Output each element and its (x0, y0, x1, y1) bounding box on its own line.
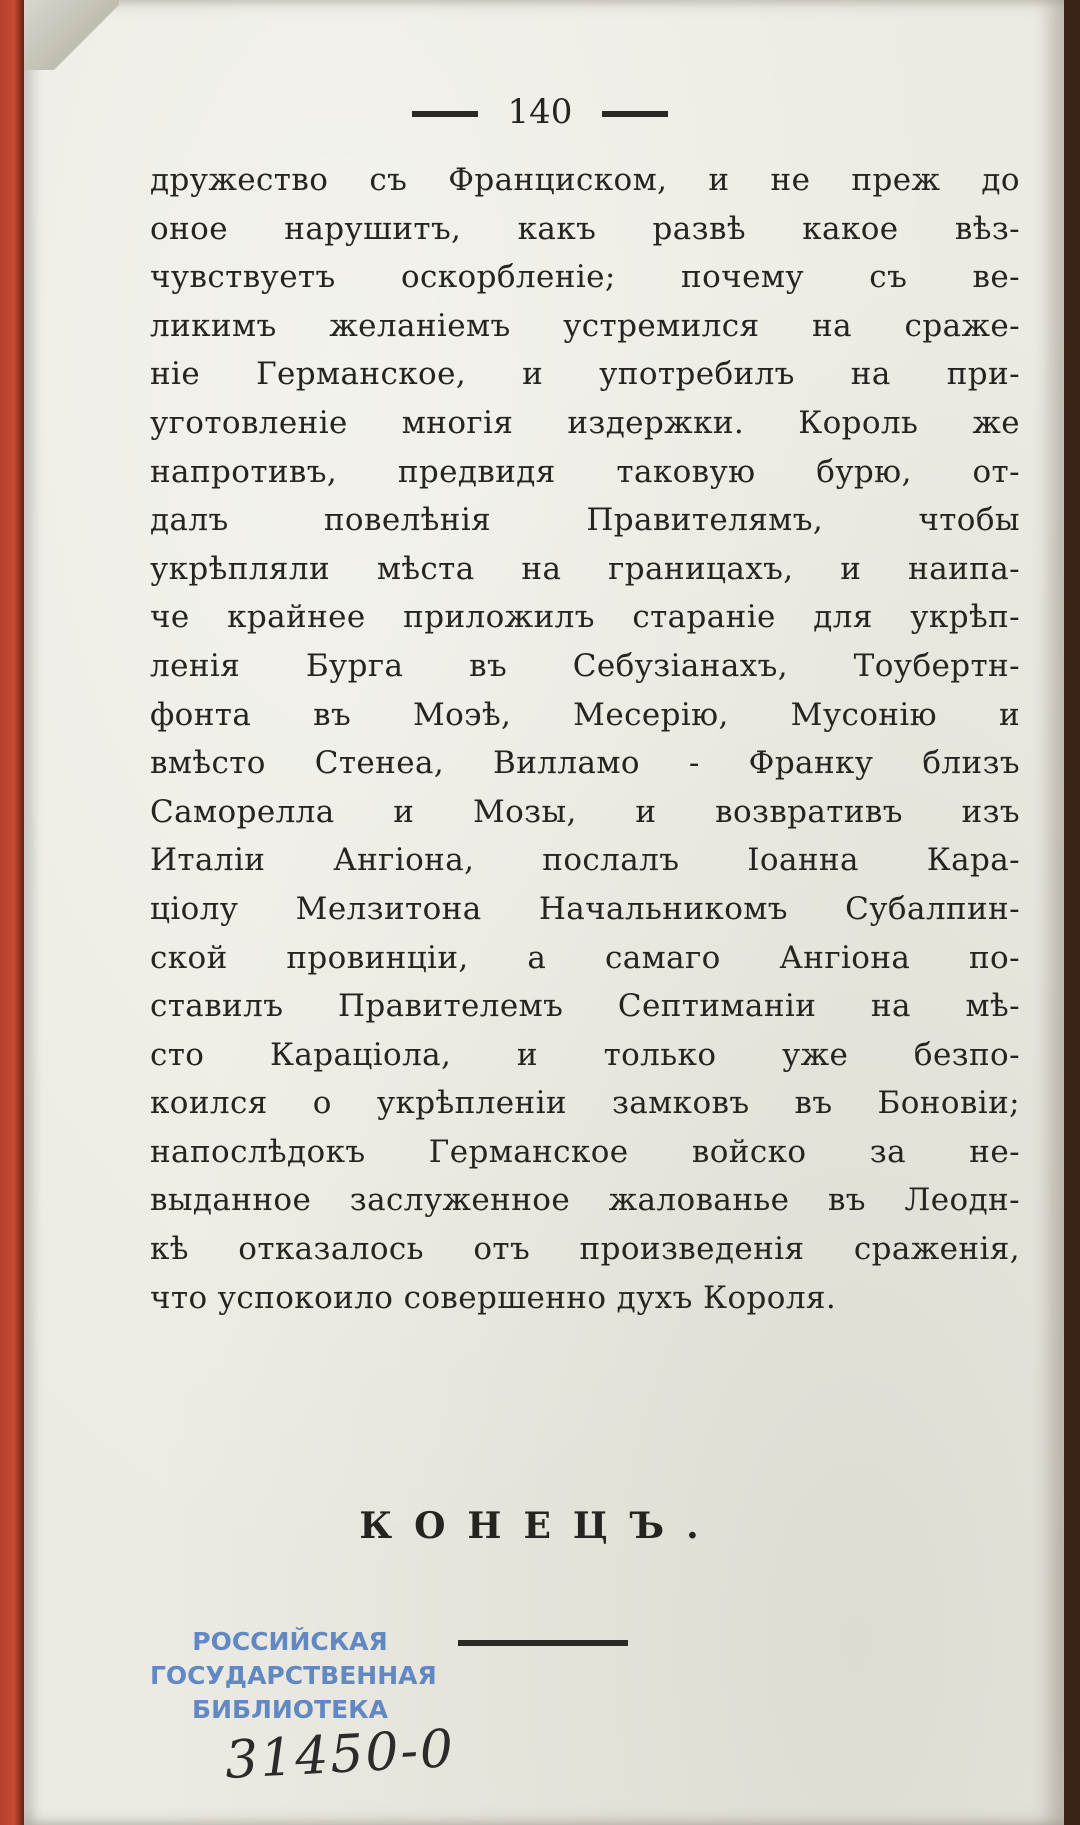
text-line: ціолу Мелзитона Начальникомъ Субалпин- (150, 890, 1020, 927)
text-line: напротивъ, предвидя таковую бурю, от- (150, 453, 1020, 490)
text-line: ской провинціи, а самаго Ангіона по- (150, 939, 1020, 976)
text-line: коился о укрѣпленіи замковъ въ Боновіи; (150, 1085, 1020, 1122)
stamp-line-3: БИБЛИОТЕКА (192, 1695, 388, 1724)
text-line: чувствуетъ оскорбленіе; почему съ ве- (150, 259, 1020, 296)
text-line: оное нарушитъ, какъ развѣ какое вѣз- (150, 210, 1020, 247)
header-dash-right (602, 111, 668, 117)
text-line: Саморелла и Мозы, и возвративъ изъ (150, 793, 1020, 830)
ending-word: КОНЕЦЪ. (359, 1505, 721, 1547)
body-text (150, 156, 1020, 1322)
page-corner-fold (24, 0, 119, 70)
text-line: Италіи Ангіона, послалъ Іоанна Кара- (150, 842, 1020, 879)
text-line: уготовленіе многія издержки. Король же (150, 404, 1020, 441)
text-line: фонта въ Моэѣ, Месерію, Мусонію и (150, 696, 1020, 733)
stamp-line-1: РОССИЙСКАЯ (192, 1627, 388, 1656)
text-line: ликимъ желаніемъ устремился на сраже- (150, 307, 1020, 344)
text-line: далъ повелѣнія Правителямъ, чтобы (150, 502, 1020, 539)
closing-rule (458, 1640, 628, 1646)
text-line: ленія Бурга въ Себузіанахъ, Тоубертн- (150, 647, 1020, 684)
text-line: вмѣсто Стенеа, Вилламо - Франку близъ (150, 745, 1020, 782)
text-line: кѣ отказалось отъ произведенія сраженія, (150, 1231, 1020, 1268)
library-stamp (150, 1625, 437, 1727)
text-line: ставилъ Правителемъ Септиманіи на мѣ- (150, 988, 1020, 1025)
header-dash-left (412, 111, 478, 117)
text-line: ніе Германское, и употребилъ на при- (150, 356, 1020, 393)
text-line: че крайнее приложилъ стараніе для укрѣп- (150, 599, 1020, 636)
stamp-line-2: ГОСУДАРСТВЕННАЯ (150, 1661, 437, 1690)
text-line: сто Карацiола, и только уже безпо- (150, 1036, 1020, 1073)
text-line: напослѣдокъ Германское войско за не- (150, 1133, 1020, 1170)
page-header (0, 92, 1080, 132)
page-number: 140 (507, 92, 573, 132)
handwritten-shelf-number: 31450-0 (223, 1719, 457, 1791)
text-line: дружество съ Франциском, и не преж до (150, 162, 1020, 198)
text-line: что успокоило совершенно духъ Короля. (150, 1279, 837, 1316)
text-line: выданное заслуженное жалованье въ Леодн- (150, 1182, 1020, 1219)
text-line: укрѣпляли мѣста на границахъ, и наипа- (150, 550, 1020, 587)
